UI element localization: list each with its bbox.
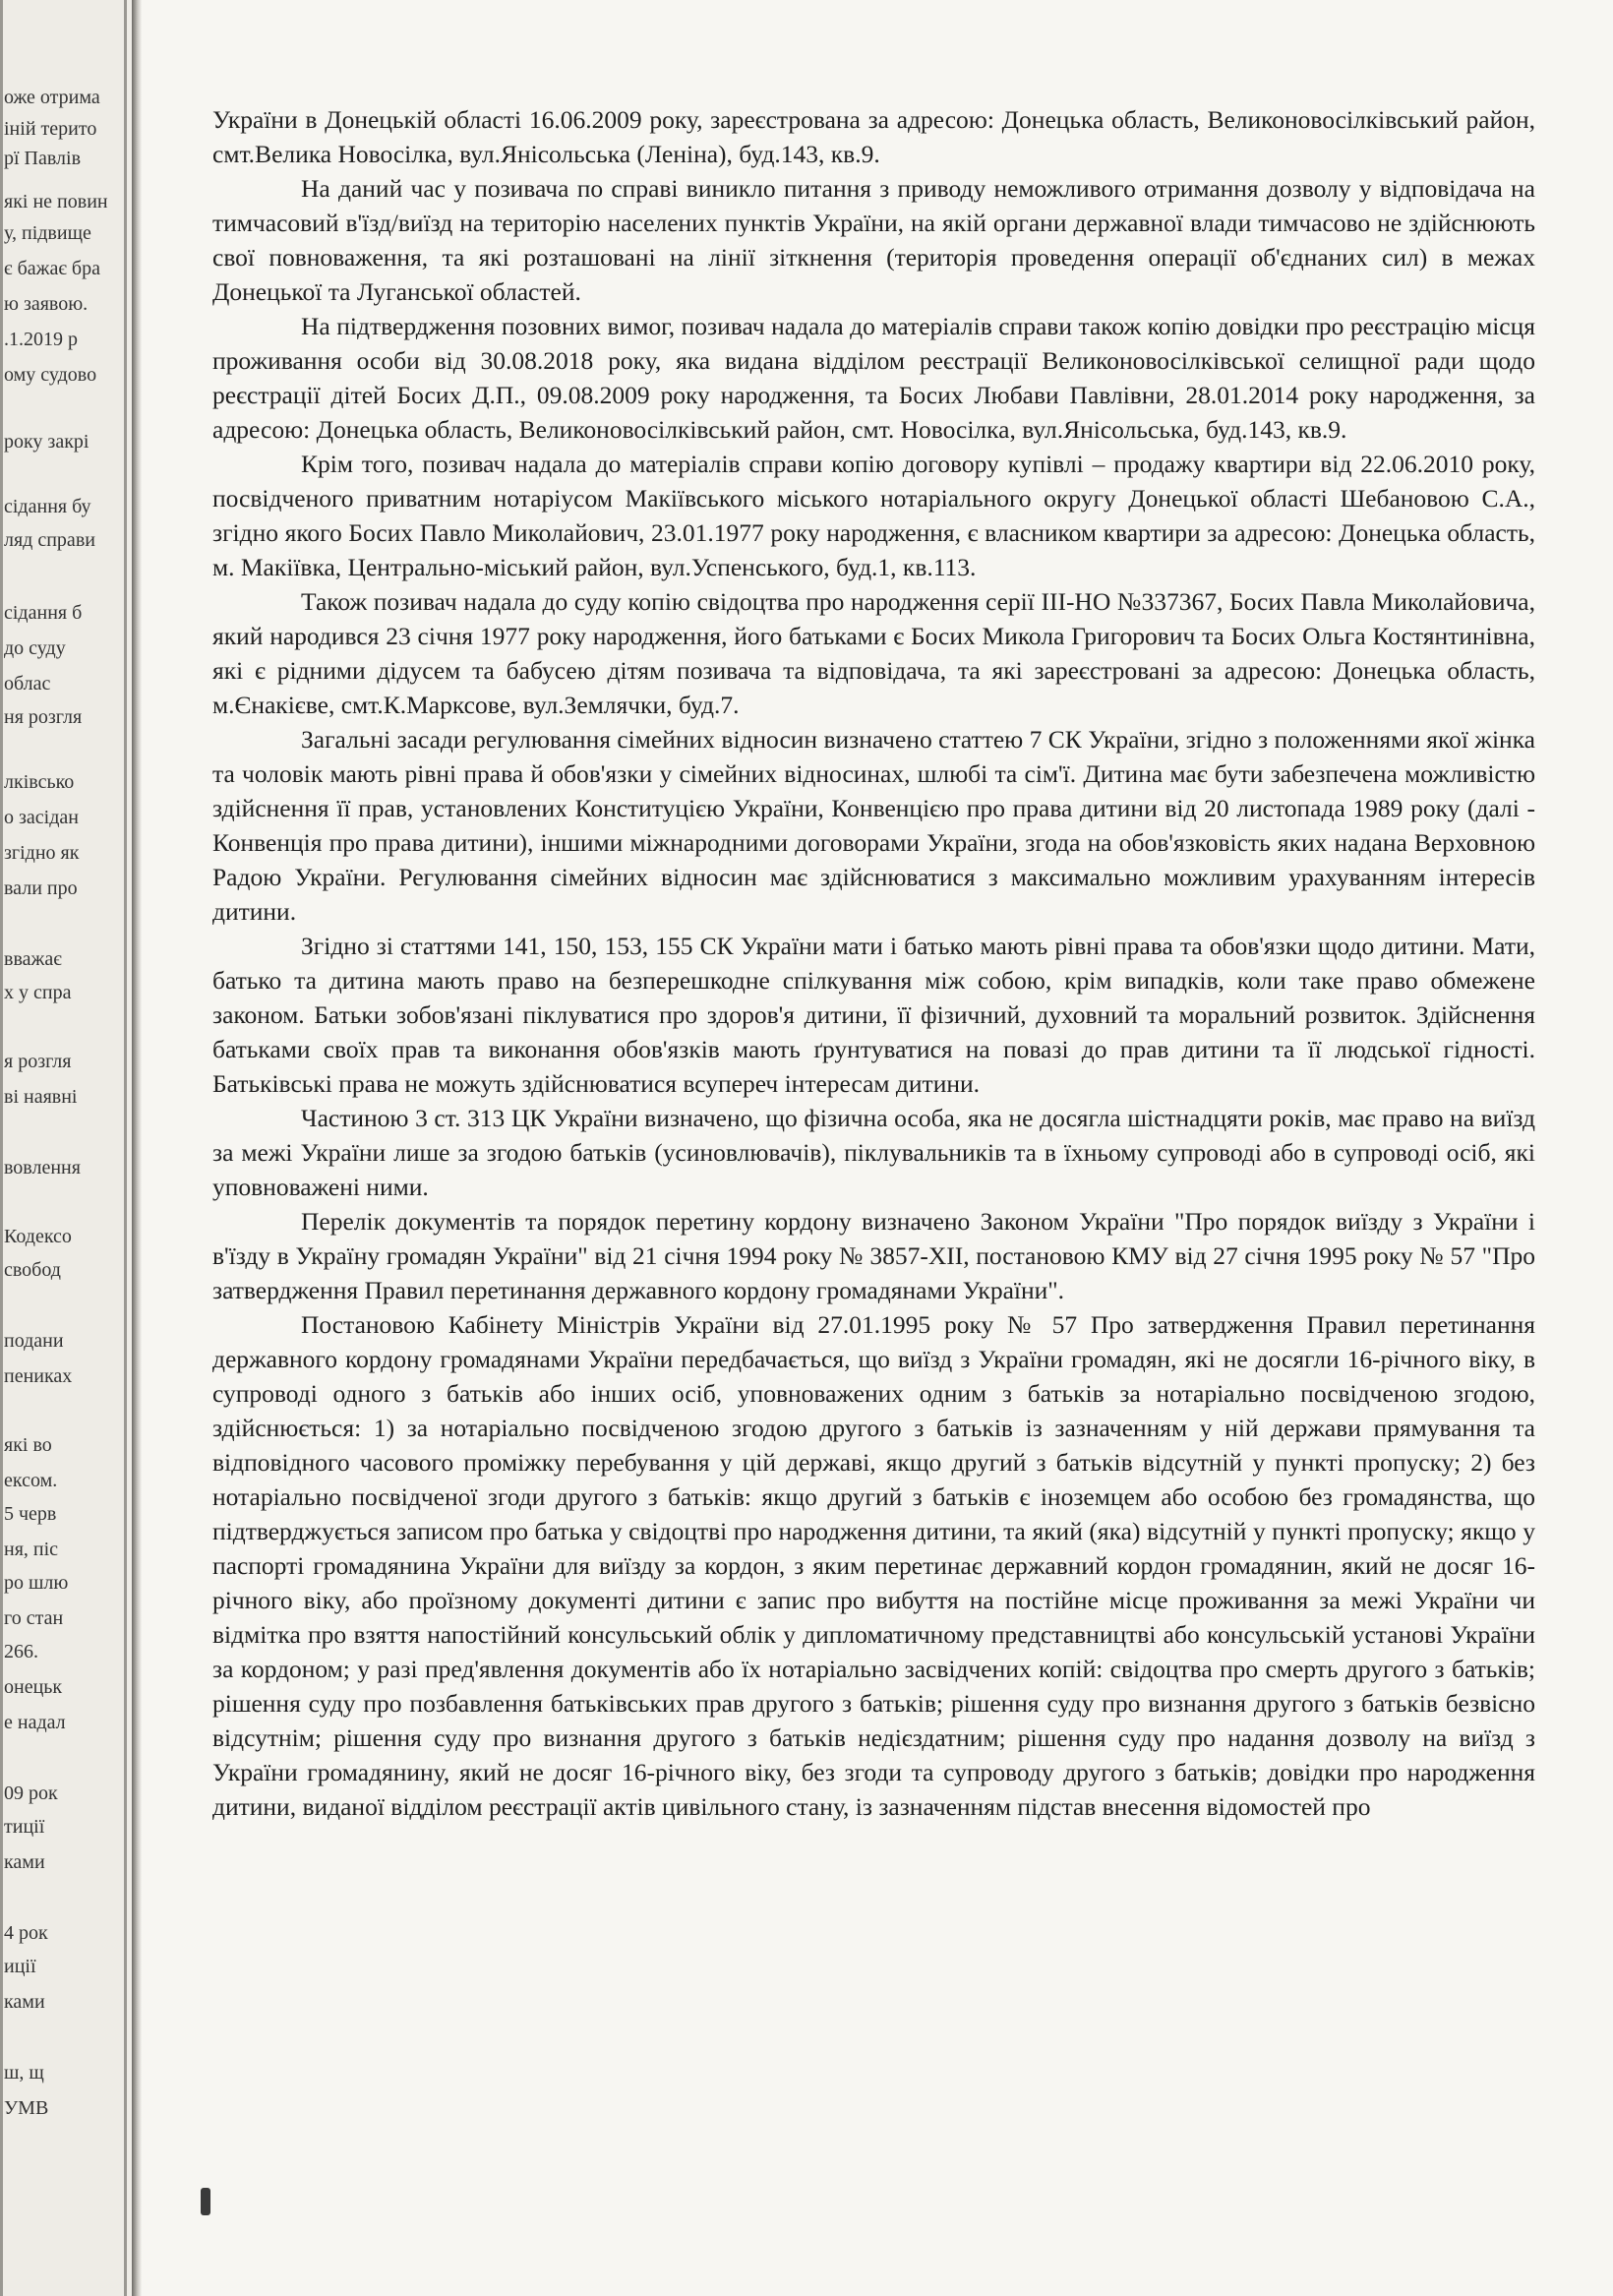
document-body xyxy=(212,102,1535,1824)
margin-fragment: подани xyxy=(4,1330,64,1352)
binding-mark xyxy=(201,2188,210,2215)
margin-fragment: іній терито xyxy=(4,118,97,140)
margin-fragment: які не повин xyxy=(4,191,108,212)
adjacent-page-strip xyxy=(0,0,132,2296)
paragraph: На даний час у позивача по справі виникло питання з приводу неможливого отримання дозволу у відповідача на тимчасовий в'їзд/виїзд на територію населених пунктів України, на якій органи державної влади тимчасово не здійснюють свої повноваження, та які розташовані на лінії зіткнення (територія проведення операції об'єднаних сил) в межах Донецької та Луганської областей. xyxy=(212,174,1535,306)
margin-fragment: ро шлю xyxy=(4,1572,69,1594)
margin-fragment: вважає xyxy=(4,948,62,970)
margin-fragment: Кодексо xyxy=(4,1226,72,1247)
margin-fragment: 266. xyxy=(4,1641,38,1662)
margin-fragment: пениках xyxy=(4,1365,73,1387)
margin-fragment: е надал xyxy=(4,1712,66,1733)
margin-fragment: тиції xyxy=(4,1816,45,1838)
paragraph: України в Донецькій області 16.06.2009 року, зареєстрована за адресою: Донецька область, Великоновосілківський район, смт.Велика Новосілка, вул.Янісольська (Леніна), буд.143, кв.9. xyxy=(212,105,1535,168)
margin-fragment: ш, щ xyxy=(4,2062,44,2084)
document-page xyxy=(142,0,1613,2296)
margin-fragment: оже отрима xyxy=(4,87,100,108)
paragraph: Також позивач надала до суду копію свідоцтва про народження серії ІІІ-НО №337367, Босих Павла Миколайовича, який народився 23 січня 1977 року народження, його батьками є Босих Микола Григорович та Босих Ольга Костянтинівна, які є рідними дідусем та бабусею дітям позивача та відповідача, та які зареєстровані за адресою: Донецька область, м.Єнакієве, смт.К.Марксове, вул.Землячки, буд.7. xyxy=(212,587,1535,719)
paragraph: Згідно зі статтями 141, 150, 153, 155 СК України мати і батько мають рівні права та обов'язки щодо дитини. Мати, батько та дитина мають право на безперешкодне спілкування між собою, крім випадків, коли таке право обмежене законом. Батьки зобов'язані піклуватися про здоров'я дитини, її фізичний, духовний та моральний розвиток. Здійснення батьками своїх прав та виконання обов'язків мають ґрунтуватися на повазі до прав дитини та її людської гідності. Батьківські права не можуть здійснюватися всупереч інтересам дитини. xyxy=(212,932,1535,1098)
page-fold-shadow xyxy=(132,0,142,2296)
margin-fragment: ю заявою. xyxy=(4,293,89,315)
paragraph: Загальні засади регулювання сімейних відносин визначено статтею 7 СК України, згідно з положеннями якої жінка та чоловік мають рівні права й обов'язки у сімейних відносинах, шлюбі та сім'ї. Дитина має бути забезпечена можливістю здійснення її прав, установлених Конституцією України, Конвенцією про права дитини від 20 листопада 1989 року (далі - Конвенція про права дитини), іншими міжнародними договорами України, згода на обов'язковість яких надана Верховною Радою України. Регулювання сімейних відносин має здійснюватися з максимально можливим урахуванням інтересів дитини. xyxy=(212,725,1535,926)
margin-fragment: облас xyxy=(4,673,51,695)
margin-fragment: сідання б xyxy=(4,602,83,624)
margin-fragment: УМВ xyxy=(4,2097,49,2119)
page-edge-left xyxy=(0,0,3,2296)
margin-fragment: які во xyxy=(4,1434,52,1456)
paragraph: Постановою Кабінету Міністрів України від 27.01.1995 року № 57 Про затвердження Правил перетинання державного кордону громадянами України передбачається, що виїзд з України громадян, які не досягли 16-річного віку, в супроводі одного з батьків або інших осіб, уповноважених одним з батьків за нотаріально посвідченою згодою, здійснюється: 1) за нотаріально посвідченою згодою другого з батьків із зазначенням у ній держави прямування та відповідного часового проміжку перебування у цій державі, якщо другий з батьків відсутній у пункті пропуску; 2) без нотаріально посвідченої згоди другого з батьків: якщо другий з батьків є іноземцем або особою без громадянства, що підтверджується записом про батька у свідоцтві про народження дитини, та який (яка) відсутній у пункті пропуску; якщо у паспорті громадянина України для виїзду за кордон, з яким перетинає державний кордон громадянин, який не досяг 16-річного віку, або проїзному документі дитини є запис про вибуття на постійне місце проживання за межі України чи відмітка про взяття напостійний консульський облік у дипломатичному представництві або консульській установі України за кордоном; у разі пред'явлення документів або їх нотаріально засвідчених копій: свідоцтва про смерть другого з батьків; рішення суду про позбавлення батьківських прав другого з батьків; рішення суду про визнання другого з батьків безвісно відсутнім; рішення суду про визнання другого з батьків недієздатним; рішення суду про надання дозволу на виїзд з України громадянину, який не досяг 16-річного віку, без згоди та супроводу другого з батьків; довідки про народження дитини, виданої відділом реєстрації актів цивільного стану, із зазначенням підстав внесення відомостей про xyxy=(212,1310,1535,1821)
margin-fragment: ляд справи xyxy=(4,529,95,551)
margin-fragment: го стан xyxy=(4,1607,64,1629)
margin-fragment: рї Павлів xyxy=(4,148,82,169)
margin-fragment: є бажає бра xyxy=(4,258,100,279)
margin-fragment: ками xyxy=(4,1851,45,1873)
paragraph: На підтвердження позовних вимог, позивач надала до матеріалів справи також копію довідки про реєстрацію місця проживання особи від 30.08.2018 року, яка видана відділом реєстрації Великоновосілківської селищної ради щодо реєстрації дітей Босих Д.П., 09.08.2009 року народження, та Босих Любави Павлівни, 28.01.2014 року народження, за адресою: Донецька область, Великоновосілківський район, смт. Новосілка, вул.Янісольська, буд.143, кв.9. xyxy=(212,312,1535,444)
margin-fragment: вовлення xyxy=(4,1157,81,1178)
paragraph: Перелік документів та порядок перетину кордону визначено Законом України "Про порядок виїзду з України і в'їзду в Україну громадян України" від 21 січня 1994 року № 3857-XII, постановою КМУ від 27 січня 1995 року № 57 "Про затвердження Правил перетинання державного кордону громадянами України". xyxy=(212,1207,1535,1304)
margin-fragment: х у спра xyxy=(4,982,72,1003)
margin-fragment: онецьк xyxy=(4,1676,63,1698)
margin-fragment: о засідан xyxy=(4,807,79,828)
margin-fragment: у, підвище xyxy=(4,222,91,244)
margin-fragment: сідання бу xyxy=(4,496,91,517)
margin-fragment: ня розгля xyxy=(4,706,83,728)
paragraph: Частиною 3 ст. 313 ЦК України визначено, що фізична особа, яка не досягла шістнадцяти років, має право на виїзд за межі України лише за згодою батьків (усиновлювачів), піклувальників та в їхньому супроводі або в супроводі осіб, які уповноважені ними. xyxy=(212,1104,1535,1201)
margin-fragment: 09 рок xyxy=(4,1782,58,1804)
margin-fragment: ві наявні xyxy=(4,1086,78,1108)
margin-fragment: року закрі xyxy=(4,431,90,453)
page-edge-right xyxy=(124,0,127,2296)
margin-fragment: лківсько xyxy=(4,771,75,793)
margin-fragment: до суду xyxy=(4,637,66,659)
paragraph: Крім того, позивач надала до матеріалів справи копію договору купівлі – продажу квартири від 22.06.2010 року, посвідченого приватним нотаріусом Макіївського міського нотаріального округу Донецької області Шебановою С.А., згідно якого Босих Павло Миколайович, 23.01.1977 року народження, є власником квартири за адресою: Донецька область, м. Макіївка, Центрально-міський район, вул.Успенського, буд.1, кв.113. xyxy=(212,450,1535,581)
margin-fragment: ому судово xyxy=(4,364,97,386)
margin-fragment: 5 черв xyxy=(4,1503,57,1525)
margin-fragment: свобод xyxy=(4,1259,61,1281)
margin-fragment: 4 рок xyxy=(4,1922,48,1944)
margin-fragment: вали про xyxy=(4,877,78,899)
margin-fragment: иції xyxy=(4,1956,36,1977)
margin-fragment: .1.2019 р xyxy=(4,329,78,350)
margin-fragment: ня, піс xyxy=(4,1539,59,1560)
margin-fragment: згідно як xyxy=(4,842,80,864)
margin-fragment: ками xyxy=(4,1991,45,2013)
margin-fragment: я розгля xyxy=(4,1051,72,1072)
margin-fragment: ексом. xyxy=(4,1470,58,1491)
